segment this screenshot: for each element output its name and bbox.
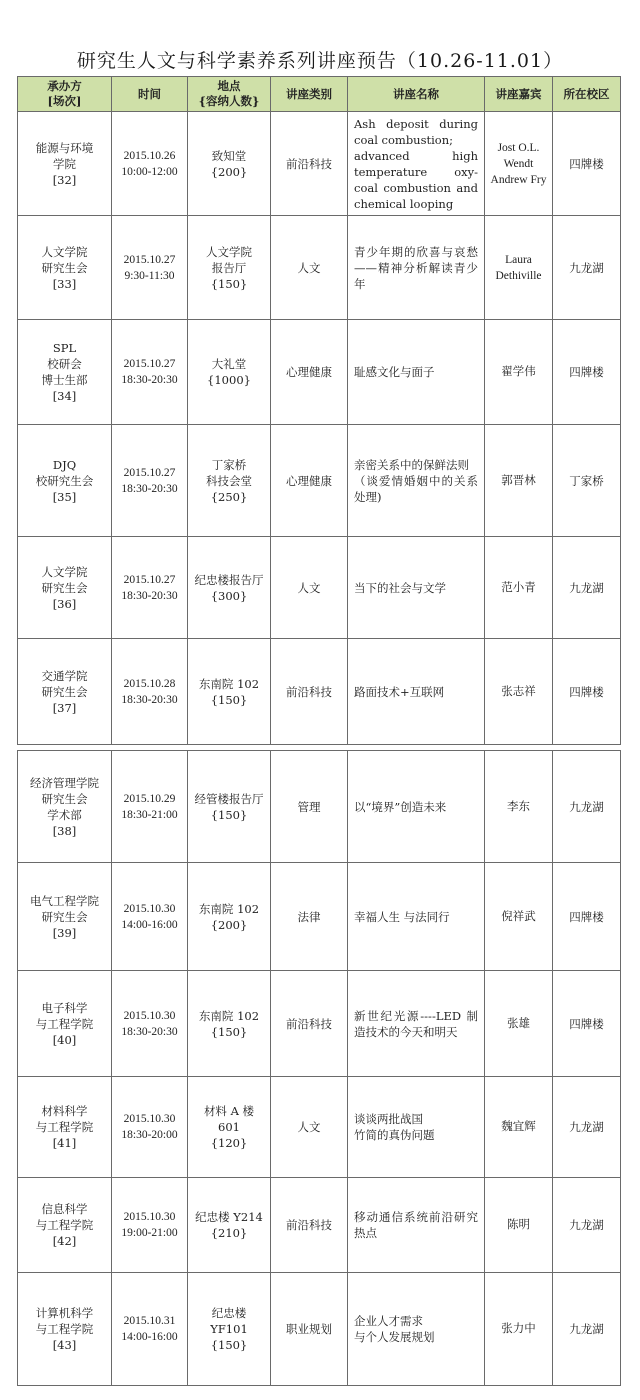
- cell-host: 人文学院 研究生会 [33]: [18, 216, 112, 320]
- header-lecture: 讲座名称: [348, 77, 485, 112]
- cell-venue: 材料 A 楼 601 {120}: [188, 1077, 271, 1178]
- cell-host: 计算机科学 与工程学院 [43]: [18, 1273, 112, 1386]
- cell-campus: 九龙湖: [553, 1178, 621, 1273]
- cell-campus: 四牌楼: [553, 863, 621, 971]
- table-row: [18, 639, 621, 745]
- cell-lecture: 路面技术+互联网: [348, 639, 485, 745]
- cell-speaker: 张雄: [485, 971, 553, 1077]
- cell-category: 管理: [271, 751, 348, 863]
- table-row: [18, 425, 621, 537]
- cell-host: SPL 校研会 博士生部 [34]: [18, 320, 112, 425]
- cell-speaker: 郭晋林: [485, 425, 553, 537]
- cell-category: 人文: [271, 1077, 348, 1178]
- lecture-table-2: [17, 750, 621, 1386]
- cell-category: 前沿科技: [271, 112, 348, 216]
- cell-campus: 四牌楼: [553, 971, 621, 1077]
- cell-campus: 四牌楼: [553, 320, 621, 425]
- cell-time: 2015.10.27 18:30-20:30: [112, 537, 188, 639]
- cell-category: 人文: [271, 537, 348, 639]
- cell-category: 职业规划: [271, 1273, 348, 1386]
- cell-category: 心理健康: [271, 425, 348, 537]
- cell-host: 材料科学 与工程学院 [41]: [18, 1077, 112, 1178]
- header-row: [18, 77, 621, 112]
- cell-host: 能源与环境 学院 [32]: [18, 112, 112, 216]
- header-category: 讲座类别: [271, 77, 348, 112]
- cell-time: 2015.10.30 14:00-16:00: [112, 863, 188, 971]
- cell-time: 2015.10.28 18:30-20:30: [112, 639, 188, 745]
- table-row: [18, 320, 621, 425]
- cell-venue: 人文学院 报告厅 {150}: [188, 216, 271, 320]
- cell-venue: 丁家桥 科技会堂 {250}: [188, 425, 271, 537]
- cell-lecture: 谈谈两批战国 竹简的真伪问题: [348, 1077, 485, 1178]
- cell-lecture: 当下的社会与文学: [348, 537, 485, 639]
- cell-host: 经济管理学院 研究生会 学术部 [38]: [18, 751, 112, 863]
- cell-lecture: 移动通信系统前沿研究热点: [348, 1178, 485, 1273]
- cell-category: 法律: [271, 863, 348, 971]
- cell-campus: 九龙湖: [553, 216, 621, 320]
- cell-venue: 东南院 102 {200}: [188, 863, 271, 971]
- table-row: [18, 1178, 621, 1273]
- cell-venue: 大礼堂 {1000}: [188, 320, 271, 425]
- table-2-body: [18, 751, 621, 1386]
- cell-speaker: 李东: [485, 751, 553, 863]
- cell-speaker: 倪祥武: [485, 863, 553, 971]
- cell-venue: 经管楼报告厅 {150}: [188, 751, 271, 863]
- cell-category: 心理健康: [271, 320, 348, 425]
- cell-speaker: Jost O.L. Wendt Andrew Fry: [485, 112, 553, 216]
- table-row: [18, 751, 621, 863]
- cell-time: 2015.10.27 18:30-20:30: [112, 320, 188, 425]
- header-venue: 地点 {容纳人数}: [188, 77, 271, 112]
- cell-campus: 四牌楼: [553, 639, 621, 745]
- cell-time: 2015.10.30 19:00-21:00: [112, 1178, 188, 1273]
- table-row: [18, 537, 621, 639]
- table-row: [18, 971, 621, 1077]
- header-host: 承办方 [场次]: [18, 77, 112, 112]
- cell-category: 前沿科技: [271, 971, 348, 1077]
- cell-lecture: 企业人才需求 与个人发展规划: [348, 1273, 485, 1386]
- table-1-body: [18, 112, 621, 745]
- cell-host: 交通学院 研究生会 [37]: [18, 639, 112, 745]
- cell-campus: 四牌楼: [553, 112, 621, 216]
- cell-speaker: 翟学伟: [485, 320, 553, 425]
- lecture-table-1: [17, 76, 621, 745]
- cell-host: DJQ 校研究生会 [35]: [18, 425, 112, 537]
- header-speaker: 讲座嘉宾: [485, 77, 553, 112]
- cell-time: 2015.10.26 10:00-12:00: [112, 112, 188, 216]
- table-row: [18, 1077, 621, 1178]
- cell-venue: 致知堂 {200}: [188, 112, 271, 216]
- cell-time: 2015.10.29 18:30-21:00: [112, 751, 188, 863]
- cell-time: 2015.10.30 18:30-20:00: [112, 1077, 188, 1178]
- cell-host: 人文学院 研究生会 [36]: [18, 537, 112, 639]
- table-row: [18, 112, 621, 216]
- cell-campus: 九龙湖: [553, 751, 621, 863]
- header-campus: 所在校区: [553, 77, 621, 112]
- cell-speaker: Laura Dethiville: [485, 216, 553, 320]
- cell-lecture: Ash deposit during coal combustion; advanced high temperature oxy-coal combustion and chemical looping: [348, 112, 485, 216]
- cell-speaker: 陈明: [485, 1178, 553, 1273]
- header-time: 时间: [112, 77, 188, 112]
- cell-time: 2015.10.31 14:00-16:00: [112, 1273, 188, 1386]
- cell-time: 2015.10.30 18:30-20:30: [112, 971, 188, 1077]
- cell-host: 信息科学 与工程学院 [42]: [18, 1178, 112, 1273]
- cell-campus: 九龙湖: [553, 537, 621, 639]
- cell-venue: 纪忠楼 Y214 {210}: [188, 1178, 271, 1273]
- cell-lecture: 亲密关系中的保鲜法则 （谈爱情婚姻中的关系处理): [348, 425, 485, 537]
- cell-category: 前沿科技: [271, 1178, 348, 1273]
- cell-host: 电子科学 与工程学院 [40]: [18, 971, 112, 1077]
- cell-lecture: 耻感文化与面子: [348, 320, 485, 425]
- table-row: [18, 216, 621, 320]
- cell-venue: 纪忠楼报告厅{300}: [188, 537, 271, 639]
- cell-lecture: 以“境界”创造未来: [348, 751, 485, 863]
- cell-host: 电气工程学院 研究生会 [39]: [18, 863, 112, 971]
- cell-speaker: 张志祥: [485, 639, 553, 745]
- cell-campus: 九龙湖: [553, 1273, 621, 1386]
- cell-venue: 东南院 102 {150}: [188, 639, 271, 745]
- cell-lecture: 新世纪光源----LED 制造技术的今天和明天: [348, 971, 485, 1077]
- page-title: 研究生人文与科学素养系列讲座预告（10.26-11.01）: [76, 50, 564, 72]
- table-row: [18, 1273, 621, 1386]
- table-row: [18, 863, 621, 971]
- cell-venue: 东南院 102 {150}: [188, 971, 271, 1077]
- cell-category: 人文: [271, 216, 348, 320]
- cell-speaker: 范小青: [485, 537, 553, 639]
- cell-speaker: 魏宜辉: [485, 1077, 553, 1178]
- cell-campus: 丁家桥: [553, 425, 621, 537]
- cell-time: 2015.10.27 9:30-11:30: [112, 216, 188, 320]
- cell-time: 2015.10.27 18:30-20:30: [112, 425, 188, 537]
- cell-lecture: 青少年期的欣喜与哀愁——精神分析解读青少年: [348, 216, 485, 320]
- cell-speaker: 张力中: [485, 1273, 553, 1386]
- cell-venue: 纪忠楼 YF101 {150}: [188, 1273, 271, 1386]
- cell-category: 前沿科技: [271, 639, 348, 745]
- cell-campus: 九龙湖: [553, 1077, 621, 1178]
- cell-lecture: 幸福人生 与法同行: [348, 863, 485, 971]
